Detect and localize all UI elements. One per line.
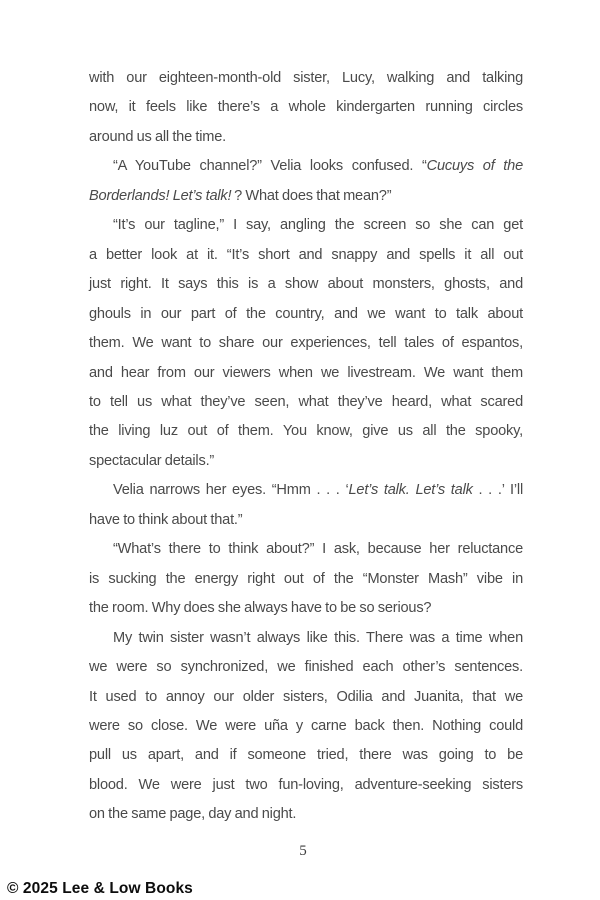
text-segment: spectacular details.”	[89, 452, 215, 469]
text-segment: is sucking the energy right out of the “Monster Mash” vibe in	[89, 570, 523, 587]
copyright-footer: © 2025 Lee & Low Books	[7, 880, 193, 897]
text-segment: ghouls in our part of the country, and we want to talk about	[89, 305, 523, 322]
text-segment: “It’s our tagline,” I say, angling the screen so she can get	[113, 217, 523, 234]
text-line	[89, 329, 523, 358]
text-segment: . . .’ I’ll	[472, 482, 523, 499]
text-segment: My twin sister wasn’t always like this. There was a time when	[113, 629, 523, 646]
text-segment: ? What does that mean?”	[231, 187, 392, 204]
text-segment: with our eighteen-month-old sister, Lucy, walking and talking	[89, 70, 523, 86]
text-line	[89, 741, 523, 770]
text-line	[89, 712, 523, 741]
text-line	[89, 683, 523, 712]
italic-text: Let’s talk. Let’s talk	[348, 482, 473, 499]
text-segment: “A YouTube channel?” Velia looks confused. “	[113, 158, 427, 175]
text-line	[89, 535, 523, 564]
page-number: 5	[299, 843, 307, 859]
text-line	[89, 241, 523, 270]
page-text	[89, 64, 523, 830]
text-line	[89, 417, 523, 446]
text-segment: the room. Why does she always have to be so serious?	[89, 600, 432, 617]
text-line	[89, 594, 523, 623]
text-line	[89, 771, 523, 800]
italic-text: Borderlands! Let’s talk!	[89, 187, 232, 204]
text-line	[89, 93, 523, 122]
text-line	[89, 182, 523, 211]
text-line	[89, 152, 523, 181]
text-line	[89, 476, 523, 505]
text-segment: them. We want to share our experiences, tell tales of espantos,	[89, 335, 523, 352]
text-line	[89, 300, 523, 329]
text-segment: we were so synchronized, we finished each other’s sentences.	[89, 659, 523, 676]
text-line	[89, 800, 523, 829]
text-segment: blood. We were just two fun-loving, adventure-seeking sisters	[89, 776, 523, 793]
text-line	[89, 64, 523, 93]
text-line	[89, 506, 523, 535]
text-line	[89, 447, 523, 476]
text-segment: have to think about that.”	[89, 511, 243, 528]
text-line	[89, 653, 523, 682]
text-line	[89, 624, 523, 653]
text-segment: It used to annoy our older sisters, Odilia and Juanita, that we	[89, 688, 523, 705]
text-line	[89, 359, 523, 388]
text-segment: to tell us what they’ve seen, what they’ve heard, what scared	[89, 393, 523, 410]
text-line	[89, 270, 523, 299]
text-line	[89, 388, 523, 417]
text-segment: “What’s there to think about?” I ask, because her reluctance	[113, 541, 523, 558]
text-line	[89, 565, 523, 594]
text-line	[89, 211, 523, 240]
text-segment: were so close. We were uña y carne back then. Nothing could	[89, 717, 523, 734]
text-segment: on the same page, day and night.	[89, 806, 297, 823]
text-line	[89, 123, 523, 152]
text-segment: and hear from our viewers when we livestream. We want them	[89, 364, 523, 381]
text-segment: now, it feels like there’s a whole kindergarten running circles	[89, 99, 523, 116]
text-segment: around us all the time.	[89, 128, 226, 145]
text-segment: just right. It says this is a show about monsters, ghosts, and	[89, 276, 523, 293]
italic-text: Cucuys of the	[426, 158, 523, 175]
text-segment: pull us apart, and if someone tried, there was going to be	[89, 747, 523, 764]
text-segment: Velia narrows her eyes. “Hmm . . . ‘	[113, 482, 349, 499]
text-segment: a better look at it. “It’s short and snappy and spells it all out	[89, 246, 523, 263]
text-segment: the living luz out of them. You know, give us all the spooky,	[89, 423, 523, 440]
